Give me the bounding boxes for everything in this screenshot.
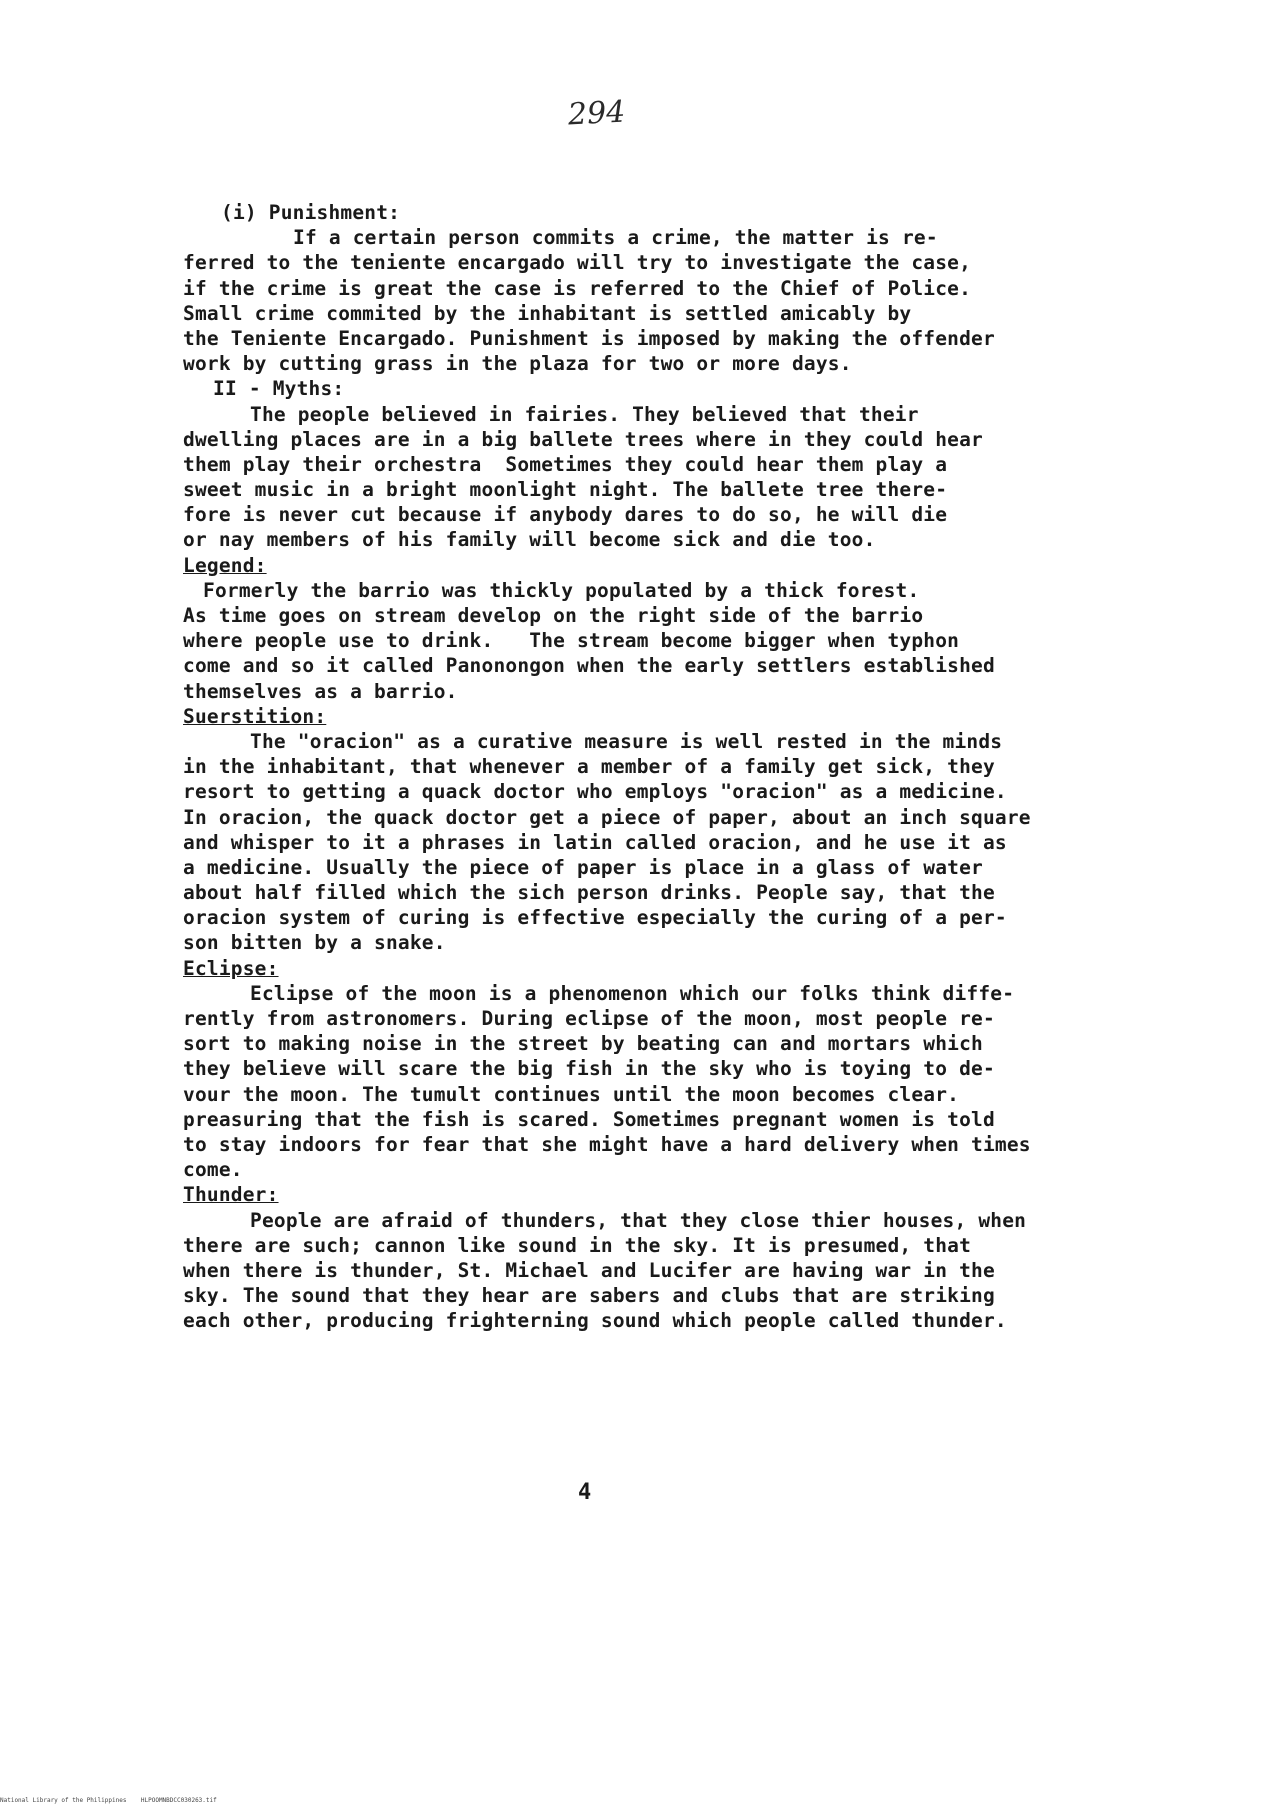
text-line: work by cutting grass in the plaza for two or more days. bbox=[183, 352, 852, 376]
text-line: come and so it called Panonongon when the early settlers established bbox=[183, 654, 995, 678]
text-line: when there is thunder, St. Michael and Lucifer are having war in the bbox=[183, 1258, 995, 1282]
text-line: they believe will scare the big fish in the sky who is toying to de- bbox=[183, 1057, 995, 1081]
archive-footer: National Library of the Philippines HLPOOMNBDCC030263.tif bbox=[0, 1797, 217, 1804]
text-line: sky. The sound that they hear are sabers and clubs that are striking bbox=[183, 1284, 995, 1308]
page-number: 4 bbox=[578, 1480, 592, 1505]
text-line: The people believed in fairies. They believed that their bbox=[250, 402, 919, 426]
section-heading: Suerstition: bbox=[183, 704, 327, 728]
section-heading: Eclipse: bbox=[183, 956, 279, 980]
text-line: As time goes on stream develop on the right side of the barrio bbox=[183, 604, 924, 627]
text-line: In oracion, the quack doctor get a piece of paper, about an inch square bbox=[183, 805, 1031, 829]
document-body bbox=[183, 200, 1103, 1333]
text-line: about half filled which the sich person drinks. People say, that the bbox=[183, 881, 995, 905]
section-heading: Legend: bbox=[183, 553, 267, 577]
text-line: oracion system of curing is effective especially the curing of a per- bbox=[183, 906, 1007, 930]
text-line: dwelling places are in a big ballete trees where in they could hear bbox=[183, 427, 983, 451]
text-line: each other, producing frighterning sound which people called thunder. bbox=[183, 1309, 1007, 1333]
text-line: if the crime is great the case is referred to the Chief of Police. bbox=[183, 276, 972, 300]
text-line: vour the moon. The tumult continues until the moon becomes clear. bbox=[183, 1082, 960, 1106]
text-line: ferred to the teniente encargado will try to investigate the case, bbox=[183, 251, 972, 275]
text-line: preasuring that the fish is scared. Sometimes pregnant women is told bbox=[183, 1107, 995, 1131]
handwritten-page-number: 294 bbox=[567, 94, 627, 133]
text-line: II - Myths: bbox=[213, 377, 345, 401]
text-line: in the inhabitant, that whenever a member of a family get sick, they bbox=[183, 755, 995, 779]
text-line: fore is never cut because if anybody dares to do so, he will die bbox=[183, 503, 948, 527]
section-heading: Thunder: bbox=[183, 1183, 279, 1207]
text-line: come. bbox=[183, 1158, 243, 1182]
text-line: a medicine. Usually the piece of paper is place in a glass of water bbox=[183, 855, 983, 879]
text-line: Formerly the barrio was thickly populated by a thick forest. bbox=[203, 578, 920, 602]
text-line: People are afraid of thunders, that they close thier houses, when bbox=[250, 1208, 1027, 1232]
text-line: (i) Punishment: bbox=[221, 201, 401, 224]
text-line: the Teniente Encargado. Punishment is imposed by making the offender bbox=[183, 326, 995, 350]
text-line: and whisper to it a phrases in latin called oracion, and he use it as bbox=[183, 830, 1007, 854]
text-line: sweet music in a bright moonlight night. The ballete tree there- bbox=[183, 478, 948, 502]
text-line: Eclipse of the moon is a phenomenon which our folks think diffe- bbox=[250, 981, 1015, 1005]
text-line: themselves as a barrio. bbox=[183, 679, 458, 703]
text-line: or nay members of his family will become sick and die too. bbox=[183, 528, 876, 552]
text-line: sort to making noise in the street by beating can and mortars which bbox=[183, 1032, 983, 1056]
text-line: where people use to drink. The stream become bigger when typhon bbox=[183, 629, 960, 653]
text-line: Small crime commited by the inhabitant is settled amicably by bbox=[183, 301, 912, 325]
text-line: son bitten by a snake. bbox=[183, 931, 446, 955]
text-line: resort to getting a quack doctor who employs "oracion" as a medicine. bbox=[183, 780, 1007, 804]
text-line: them play their orchestra Sometimes they could hear them play a bbox=[183, 452, 948, 476]
text-line: to stay indoors for fear that she might have a hard delivery when times bbox=[183, 1132, 1031, 1156]
text-line: If a certain person commits a crime, the matter is re- bbox=[293, 226, 938, 250]
text-line: there are such; cannon like sound in the sky. It is presumed, that bbox=[183, 1233, 972, 1257]
text-line: The "oracion" as a curative measure is well rested in the minds bbox=[250, 729, 1003, 753]
text-line: rently from astronomers. During eclipse of the moon, most people re- bbox=[183, 1007, 995, 1030]
